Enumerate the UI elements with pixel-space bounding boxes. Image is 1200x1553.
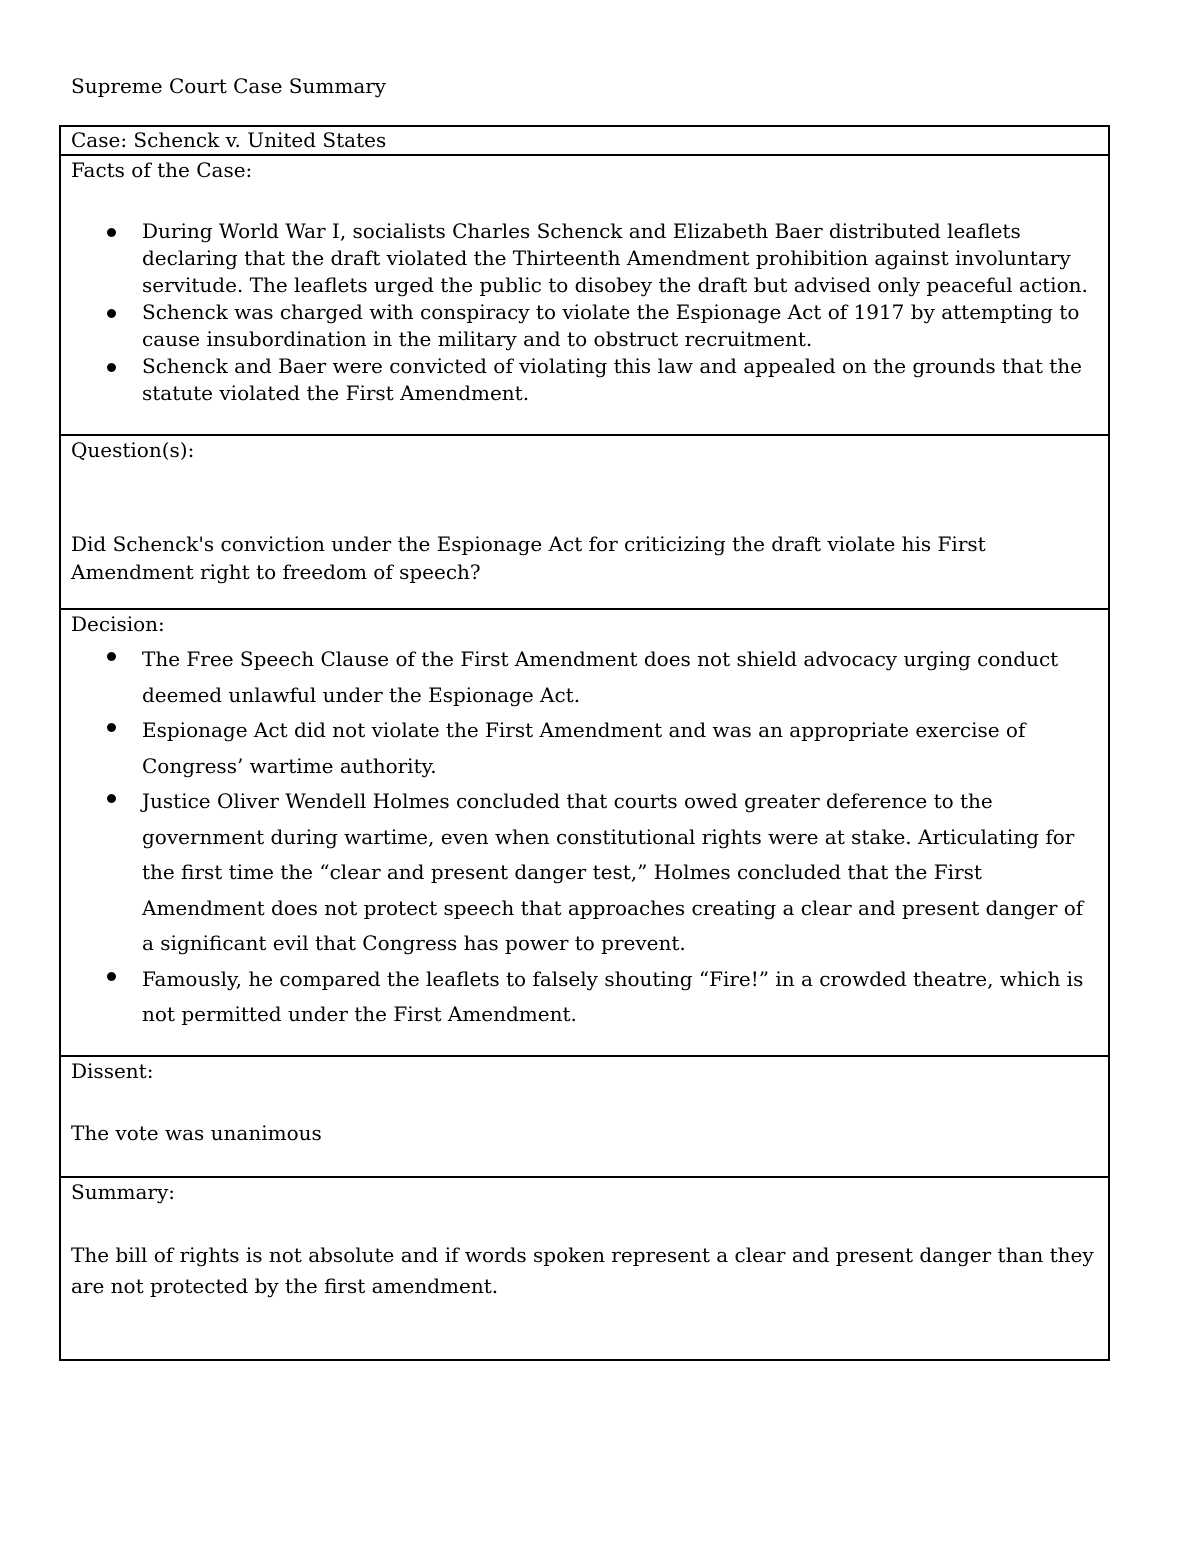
list-item: The Free Speech Clause of the First Amendment does not shield advocacy urging conduct deemed unlawful under the Espionage Act. bbox=[71, 642, 1098, 713]
dissent-row bbox=[61, 1055, 1108, 1176]
decision-heading: Decision: bbox=[71, 612, 165, 636]
case-row bbox=[61, 127, 1108, 154]
list-item: Schenck was charged with conspiracy to violate the Espionage Act of 1917 by attempting to cause insubordination in the military and to obstruct recruitment. bbox=[71, 299, 1098, 353]
case-summary-table bbox=[59, 125, 1110, 1361]
list-item: Schenck and Baer were convicted of violating this law and appealed on the grounds that the statute violated the First Amendment. bbox=[71, 353, 1098, 407]
case-name: Case: Schenck v. United States bbox=[71, 128, 387, 152]
facts-heading: Facts of the Case: bbox=[71, 158, 253, 182]
summary-heading: Summary: bbox=[71, 1180, 176, 1204]
decision-row bbox=[61, 608, 1108, 1055]
list-item: During World War I, socialists Charles Schenck and Elizabeth Baer distributed leaflets declaring that the draft violated the Thirteenth Amendment prohibition against involuntary servitude. The leaflets urged the public to disobey the draft but advised only peaceful action. bbox=[71, 218, 1098, 299]
facts-list bbox=[71, 218, 1098, 407]
list-item: Justice Oliver Wendell Holmes concluded that courts owed greater deference to the government during wartime, even when constitutional rights were at stake. Articulating for the first time the “clear and present danger test,” Holmes concluded that the First Amendment does not protect speech that approaches creating a clear and present danger of a significant evil that Congress has power to prevent. bbox=[71, 784, 1098, 962]
dissent-text: The vote was unanimous bbox=[71, 1121, 322, 1145]
question-row bbox=[61, 434, 1108, 608]
question-text: Did Schenck's conviction under the Espionage Act for criticizing the draft violate his First Amendment right to freedom of speech? bbox=[71, 532, 986, 584]
decision-list bbox=[71, 642, 1098, 1033]
list-item: Famously, he compared the leaflets to falsely shouting “Fire!” in a crowded theatre, which is not permitted under the First Amendment. bbox=[71, 962, 1098, 1033]
summary-row bbox=[61, 1176, 1108, 1359]
list-item: Espionage Act did not violate the First Amendment and was an appropriate exercise of Congress’ wartime authority. bbox=[71, 713, 1098, 784]
summary-text: The bill of rights is not absolute and if words spoken represent a clear and present danger than they are not protected by the first amendment. bbox=[71, 1243, 1094, 1298]
facts-row bbox=[61, 154, 1108, 434]
question-heading: Question(s): bbox=[71, 438, 195, 462]
document-title: Supreme Court Case Summary bbox=[71, 74, 387, 98]
dissent-heading: Dissent: bbox=[71, 1059, 154, 1083]
